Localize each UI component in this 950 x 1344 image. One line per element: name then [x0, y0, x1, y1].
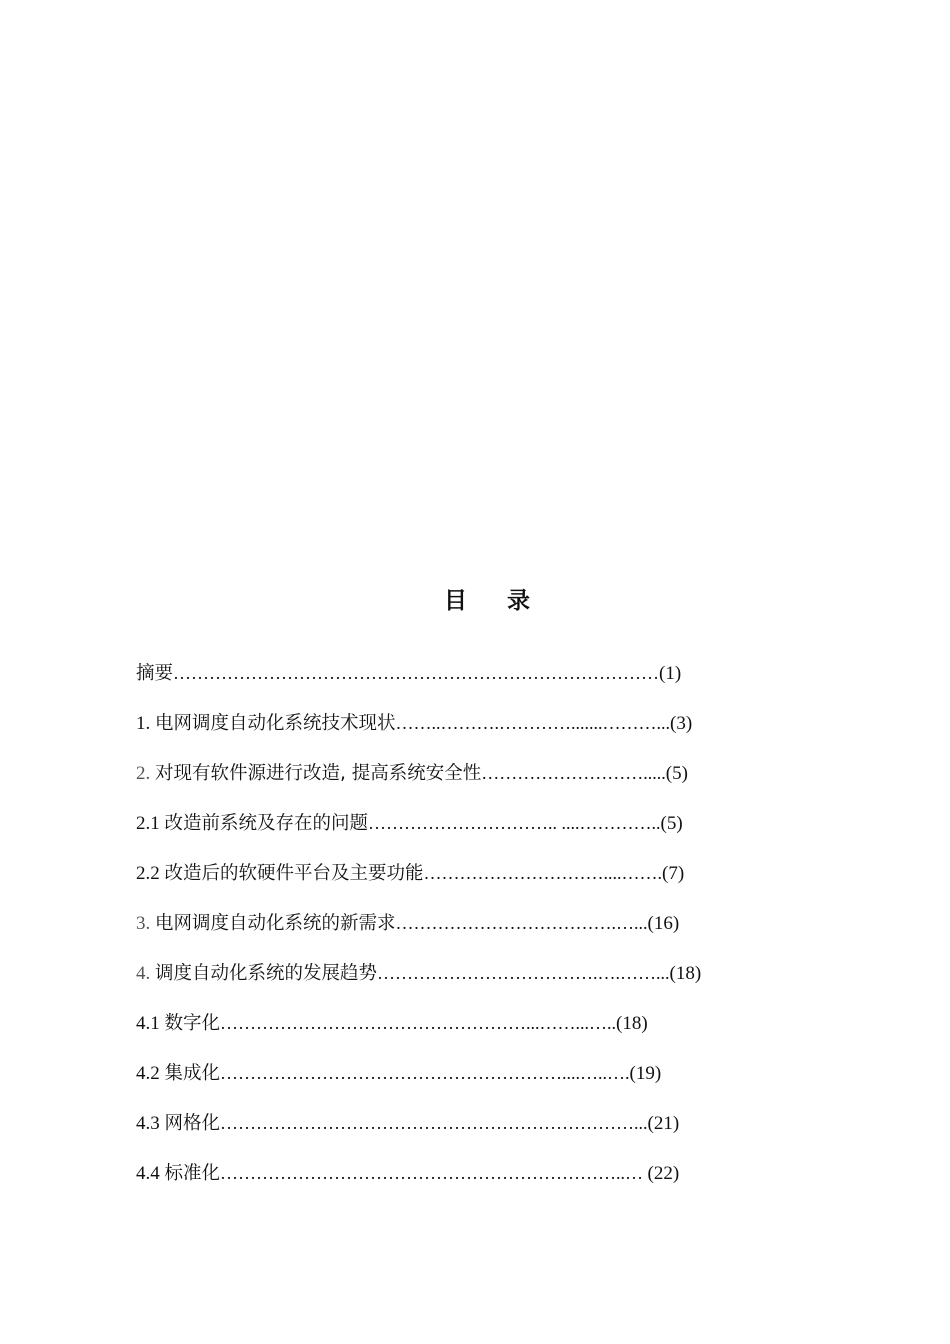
- toc-item-page: (19): [629, 1063, 662, 1084]
- toc-item-leader: ……………………………………………………………...: [220, 1113, 648, 1133]
- toc-item-leader: ………………………………………………………………………: [173, 663, 660, 683]
- toc-item-number: 1.: [136, 713, 155, 734]
- toc-item-leader: …………………………………………………………..…: [220, 1163, 648, 1183]
- toc-item-text: 改造后的软硬件平台及主要功能: [164, 863, 424, 884]
- toc-item-4: [136, 956, 826, 1006]
- toc-item-leader: ……………………………….….……...: [377, 963, 670, 983]
- toc-item-page: (5): [665, 763, 688, 784]
- toc-item-4-1: [136, 1006, 826, 1056]
- toc-item-number: 4.2: [136, 1063, 165, 1084]
- toc-title: 目 录: [443, 588, 546, 614]
- toc-item-text: 对现有软件源进行改造, 提高系统安全性: [155, 763, 482, 784]
- toc-item-text: 数字化: [164, 1013, 221, 1034]
- toc-item-text: 改造前系统及存在的问题: [164, 813, 369, 834]
- toc-item-page: (16): [647, 913, 680, 934]
- toc-item-1: [136, 706, 826, 756]
- toc-item-leader: ……………………………….…...: [395, 913, 648, 933]
- toc-item-page: (18): [669, 963, 702, 984]
- toc-item-text: 电网调度自动化系统技术现状: [155, 713, 396, 734]
- toc-item-4-3: [136, 1106, 826, 1156]
- toc-item-number: 4.1: [136, 1013, 165, 1034]
- toc-item-leader: ……..……….………….......………...: [395, 713, 671, 733]
- toc-item-page: (18): [616, 1013, 648, 1034]
- toc-item-2: [136, 756, 826, 806]
- toc-item-number: 2.2: [136, 863, 165, 884]
- toc-item-leader: …………………………………………………....…..….: [220, 1063, 630, 1083]
- toc-item-4-4: [136, 1156, 826, 1206]
- toc-item-number: 4.: [136, 963, 155, 984]
- toc-item-page: (22): [647, 1163, 680, 1184]
- toc-item-4-2: [136, 1056, 826, 1106]
- toc-item-page: (7): [662, 863, 685, 884]
- toc-item-leader: ……………………………………………...……...…..: [220, 1013, 617, 1033]
- toc-item-2-2: [136, 856, 826, 906]
- toc-item-page: (21): [647, 1113, 680, 1134]
- toc-item-number: 3.: [136, 913, 155, 934]
- toc-item-leader: …………………………....…….: [423, 863, 663, 883]
- toc-item-number: 2.: [136, 763, 155, 784]
- toc-item-text: 摘要: [136, 663, 174, 684]
- toc-item-text: 调度自动化系统的发展趋势: [155, 963, 378, 984]
- toc-item-text: 电网调度自动化系统的新需求: [155, 913, 396, 934]
- toc-item-abstract: [136, 656, 826, 706]
- toc-item-leader: ………………………….. ....…………..: [368, 813, 661, 833]
- toc-item-text: 网格化: [164, 1113, 221, 1134]
- toc-item-2-1: [136, 806, 826, 856]
- toc-item-text: 标准化: [164, 1163, 221, 1184]
- toc-item-page: (5): [660, 813, 683, 834]
- toc-item-page: (1): [659, 663, 682, 684]
- toc-item-number: 2.1: [136, 813, 165, 834]
- toc-item-page: (3): [670, 713, 693, 734]
- toc-item-3: [136, 906, 826, 956]
- toc-item-text: 集成化: [164, 1063, 221, 1084]
- toc-item-number: 4.3: [136, 1113, 165, 1134]
- toc-item-leader: ……………………….....: [481, 763, 666, 783]
- toc-item-number: 4.4: [136, 1163, 165, 1184]
- toc-list: [136, 656, 826, 1206]
